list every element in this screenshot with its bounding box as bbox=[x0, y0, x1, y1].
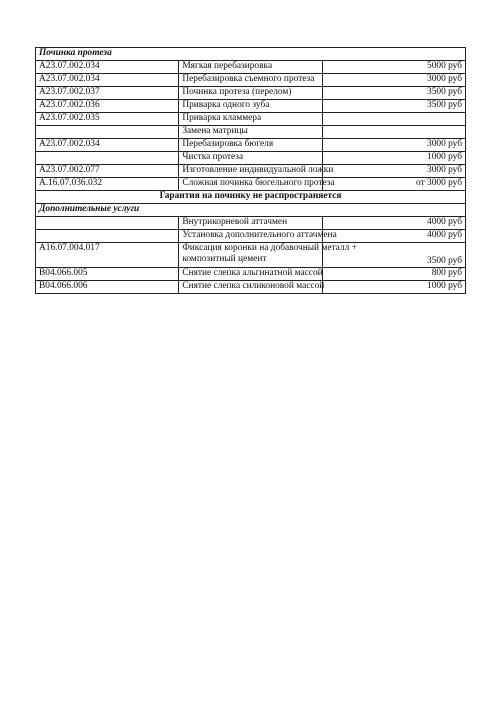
table-row bbox=[36, 268, 466, 281]
table-row bbox=[36, 165, 466, 178]
price-table bbox=[35, 47, 466, 294]
service-name: Перебазировка бюгеля bbox=[179, 139, 322, 152]
service-price: 5000 руб bbox=[322, 61, 465, 74]
service-name: Приварка одного зуба bbox=[179, 100, 322, 113]
service-price: 3500 руб bbox=[322, 100, 465, 113]
service-price: 1000 руб bbox=[322, 152, 465, 165]
service-price: 3000 руб bbox=[322, 165, 465, 178]
service-name: Приварка кламмера bbox=[179, 113, 322, 126]
service-name: Перебазировка съемного протеза bbox=[179, 74, 322, 87]
service-name-line-1: Фиксация коронки на добавочный металл + bbox=[182, 243, 357, 253]
service-code: A.16.07.036.032 bbox=[36, 178, 179, 191]
service-code: A16.07.004.017 bbox=[36, 243, 179, 268]
service-price: 1000 руб bbox=[322, 281, 465, 294]
service-code: A23.07.002.034 bbox=[36, 61, 179, 74]
table-row bbox=[36, 74, 466, 87]
service-price bbox=[322, 113, 465, 126]
service-price: 3000 руб bbox=[322, 139, 465, 152]
service-code bbox=[36, 152, 179, 165]
service-name: Снятие слепка альгинатной массой bbox=[179, 268, 322, 281]
service-code: A23.07.002.034 bbox=[36, 74, 179, 87]
table-row bbox=[36, 281, 466, 294]
warranty-notice-row bbox=[36, 191, 466, 204]
service-price: 3500 руб bbox=[322, 243, 465, 268]
service-code bbox=[36, 126, 179, 139]
table-row bbox=[36, 230, 466, 243]
service-price bbox=[322, 126, 465, 139]
service-code: A23.07.002.034 bbox=[36, 139, 179, 152]
service-code: A23.07.002.037 bbox=[36, 87, 179, 100]
service-price: 3000 руб bbox=[322, 74, 465, 87]
service-code bbox=[36, 217, 179, 230]
section-title: Починка протеза bbox=[36, 48, 466, 61]
service-price: 4000 руб bbox=[322, 230, 465, 243]
service-code: A23.07.002.077 bbox=[36, 165, 179, 178]
service-name bbox=[179, 243, 357, 268]
table-row bbox=[36, 243, 466, 268]
service-price: 4000 руб bbox=[322, 217, 465, 230]
service-name: Сложная починка бюгельного протеза bbox=[179, 178, 322, 191]
table-row bbox=[36, 87, 466, 100]
service-name: Внутрикорневой аттачмен bbox=[179, 217, 322, 230]
table-row bbox=[36, 100, 466, 113]
service-code: B04.066.006 bbox=[36, 281, 179, 294]
service-code: A23.07.002.035 bbox=[36, 113, 179, 126]
table-row bbox=[36, 126, 466, 139]
service-price: 800 руб bbox=[322, 268, 465, 281]
section-header-additional bbox=[36, 204, 466, 217]
service-name: Починка протеза (перелом) bbox=[179, 87, 322, 100]
table-row bbox=[36, 139, 466, 152]
section-title: Дополнительные услуги bbox=[36, 204, 466, 217]
table-row bbox=[36, 113, 466, 126]
service-name: Чистка протеза bbox=[179, 152, 322, 165]
service-price: от 3000 руб bbox=[322, 178, 465, 191]
table-row bbox=[36, 61, 466, 74]
section-header-repair bbox=[36, 48, 466, 61]
service-code bbox=[36, 230, 179, 243]
service-code: B04.066.005 bbox=[36, 268, 179, 281]
service-name-line-2: композитный цемент bbox=[182, 254, 267, 264]
service-name: Замена матрицы bbox=[179, 126, 322, 139]
table-row bbox=[36, 152, 466, 165]
warranty-notice: Гарантия на починку не распространяется bbox=[36, 191, 466, 204]
service-name: Изготовление индивидуальной ложки bbox=[179, 165, 322, 178]
service-name: Установка дополнительного аттачмена bbox=[179, 230, 322, 243]
service-price: 3500 руб bbox=[322, 87, 465, 100]
table-row bbox=[36, 178, 466, 191]
service-name: Мягкая перебазировка bbox=[179, 61, 322, 74]
service-code: A23.07.002.036 bbox=[36, 100, 179, 113]
table-row bbox=[36, 217, 466, 230]
service-name: Снятие слепка силиконовой массой bbox=[179, 281, 322, 294]
